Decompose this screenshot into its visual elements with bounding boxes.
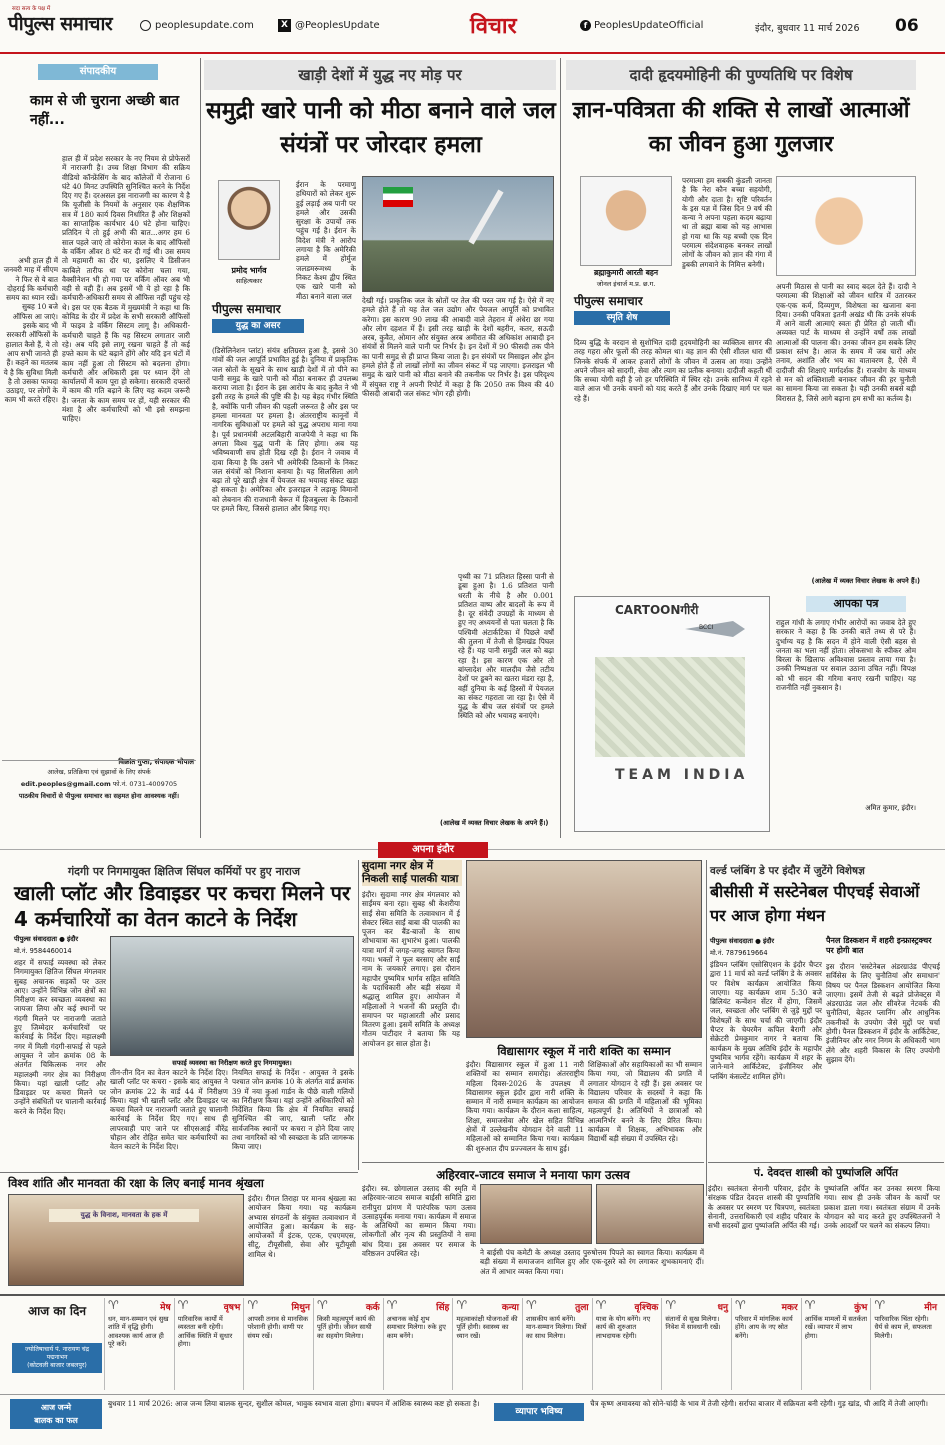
- rashifal-title: आज का दिन: [28, 1304, 86, 1318]
- plumbing-byline-name: पीपुल्स संवाददाता: [710, 937, 754, 945]
- rashi-singh: [383, 1298, 453, 1390]
- rashi-name: ♈ तुला: [526, 1300, 589, 1313]
- rashi-text: धन, मान-सम्मान एवं सुख शांति में वृद्धि होगी। आवश्यक कार्य आज ही पूरे करें।: [108, 1315, 169, 1349]
- fag-photo: [480, 1184, 592, 1244]
- rashi-mithun: [243, 1298, 313, 1390]
- cartoon-box: [574, 596, 770, 832]
- plumbing-kicker: वर्ल्ड प्लंबिंग डे पर इंदौर में जुटेंगे विशेषज्ञ: [710, 865, 865, 877]
- shanti-rule: [0, 1172, 358, 1173]
- rashi-kanya: [452, 1298, 522, 1390]
- shanti-headline: विश्व शांति और मानवता की रक्षा के लिए बनाई मानव श्रृंखला: [8, 1176, 264, 1190]
- plumbing-mobile: मो.नं. 7879619664: [710, 949, 768, 957]
- tribute-stamp-label: स्मृति शेष: [574, 311, 670, 325]
- brand-tagline: सदा सत्य के पक्ष में: [12, 6, 51, 12]
- rashi-text: यात्रा के योग बनेंगे। नए कार्य की शुरुआत लाभदायक रहेगी।: [595, 1315, 651, 1340]
- devdatt-rule: [708, 1162, 944, 1163]
- fag-col2: ने बाईसी पंच कमेटी के अध्यक्ष उस्ताद पुरुषोत्तम पिपले का स्वागत किया। कार्यक्रम में बड़ी संख्या में समाजजन शामिल हुए और एक-दूसरे को रंग लगाकर शुभकामनाएं दीं। अंत में आभार व्यक्त किया गया।: [480, 1248, 704, 1276]
- tribute-col3: अपनी मिठास से पानी का स्वाद बदल देते हैं। दादी ने परमात्मा की शिक्षाओं को जीवन धारित्र में उतारकर एक-एक कर्म, दिव्यगुण, विशेषता का खजाना बना दिया। उनकी पवित्रता इतनी अखंड थी कि उनके संपर्क में आने वाली आत्माएं स्वतः ही प्रेरित हो जाती थीं। अव्यक्त पार्ट के माध्यम से उन्होंने वर्षों तक लाखों आत्माओं की पालना की। उनका जीवन हम सबके लिए प्रकाश स्तंभ है। आज के समय में जब चारों ओर तनाव, अशांति और भय का वातावरण है, ऐसे में दादीजी की शिक्षाएं मार्गदर्शक हैं। राजयोग के माध्यम से मन को शक्तिशाली बनाकर जीवन की हर चुनौती का सामना किया जा सकता है। यही उनकी सबसे बड़ी विरासत है, जिसे आगे बढ़ाना हम सभी का कर्तव्य है।: [776, 282, 916, 403]
- twitter-handle: @PeoplesUpdate: [295, 20, 380, 31]
- facebook-icon: f: [580, 20, 591, 31]
- rashi-mesh: [104, 1298, 174, 1390]
- plumbing-byline-city: इंदौर: [762, 937, 775, 945]
- rashi-text: पारिवारिक कार्यों में व्यस्तता बनी रहेगी। आर्थिक स्थिति में सुधार होगा।: [177, 1315, 233, 1349]
- aaj-janme-box: [10, 1399, 102, 1429]
- plumbing-subhead: पैनल डिस्कशन में शहरी इन्फ्रास्ट्रक्चर पर होगी बात: [826, 936, 932, 955]
- garbage-photo-caption: सफाई व्यवस्था का निरीक्षण करते हुए निगमायुक्त।: [172, 1059, 292, 1067]
- cartoon-jet: [685, 621, 745, 637]
- editorial-body-side: अभी हाल ही में जनवरी माह में सीएम ने फिर से ये बात दोहराई कि कर्मचारी समय का ध्यान रखें। सुबह 10 बजे ऑफिस आ जाएं। इसके बाद भी सरकारी ऑफिसों के हालात कैसे हैं, ये तो आप सभी जानते ही हैं। कहने का मतलब ये है कि सुविधा मिली है तो उसका फायदा उठाइए, पर लोगों के काम भी करते रहिए।: [3, 256, 58, 405]
- lead-col1: ईरान के परमाणु हथियारों को लेकर शुरू हुई लड़ाई अब पानी पर हमले और उसकी सुरक्षा के उपायों तक पहुंच गई है। ईरान के विदेश मंत्री ने आरोप लगाया है कि अमेरिकी हमले में होर्मुज जलडमरूमध्य के निकट केश्म द्वीप स्थित एक खारे पानी को मीठा बनाने वाला जल: [296, 180, 356, 300]
- tribute-headline: ज्ञान-पवित्रता की शक्ति से लाखों आत्माओं का जीवन हुआ गुलजार: [572, 98, 910, 157]
- rashi-text: महत्वाकांक्षी योजनाओं की पूर्ति होगी। स्वास्थ्य का ध्यान रखें।: [456, 1315, 518, 1340]
- lead-author-role: साहित्यकार: [235, 277, 263, 285]
- rashi-text: संतानों से सुख मिलेगा। निवेश में सावधानी रखें।: [665, 1315, 721, 1332]
- balak-phal-label: बालक का फल: [34, 1416, 78, 1425]
- rashi-name: ♈ वृश्चिक: [596, 1300, 659, 1313]
- website-text: peoplesupdate.com: [155, 20, 254, 31]
- vyapar-text: चैत्र कृष्ण अमावस्या को सोने-चांदी के भाव में तेजी रहेगी। सर्राफा बाजार में सक्रियता बनी रहेगी। गुड़ खांड, घी आदि में तेजी आएगी।: [590, 1399, 928, 1408]
- garbage-photo: [110, 936, 354, 1056]
- fag-rule: [362, 1162, 704, 1163]
- tribute-kicker: दादी हृदयमोहिनी की पुण्यतिथि पर विशेष: [629, 66, 853, 84]
- editorial-footer-note: पाठकीय विचारों से पीपुल्स समाचार का सहमत होना आवश्यक नहीं।: [18, 792, 180, 800]
- rashi-dhanu: [661, 1298, 731, 1390]
- lead-col-mid: देखी गई। प्राकृतिक जल के स्रोतों पर तेल की परत जम गई है। ऐसे में नए हमले होते हैं तो यह तेल जल उद्योग और पेयजल आपूर्ति को प्रभावित करेगा। इस कारण 90 लाख की आबादी वाले तेहरान में अंधेरा छा गया और लोग दहशत में हैं। इसी तरह खाड़ी के देशों बहरीन, कतर, सऊदी अरब, कुवैत, ओमान और संयुक्त अरब अमीरात की अधिकांश आबादी इन संयंत्रों से मिलने वाले पानी पर निर्भर है। इन देशों में 90 फीसदी तक पीने का पानी समुद्र से ही प्राप्त किया जाता है। इन संयंत्रों पर मिसाइल और ड्रोन हमले होते हैं तो लाखों लोगों का जीवन संकट में पड़ जाएगा। इजराइल भी समुद्र के खारे पानी को मीठा बनाने की तकनीक पर निर्भर है। इस परिदृश्य में संयुक्त राष्ट्र ने अपनी रिपोर्ट में कहा है कि 2050 तक विश्व की 40 फीसदी आबादी जल संकट भोग रही होगी।: [362, 296, 554, 398]
- sudama-photo: [466, 860, 702, 1038]
- iran-flag: [383, 187, 413, 207]
- lead-divider: [560, 58, 561, 838]
- vidyasagar-col1: इंदौर। विद्यासागर स्कूल में हुआ 11 नारी शक्तियों का सम्मान समारोह। अंतरराष्ट्रीय महिला दिवस-2026 के उपलक्ष्य में विद्यासागर स्कूल इंदौर द्वारा नारी शक्ति के सम्मान में नारी सम्मान कार्यक्रम का आयोजन किया गया। कार्यक्रम के दौरान कला साहित्य, शिक्षा, समाजसेवा और खेल सहित विभिन्न क्षेत्रों में उल्लेखनीय योगदान देने वाली 11 महिलाओं को सम्मानित किया गया। कार्यक्रम की शुरुआत दीप प्रज्ज्वलन के साथ हुई।: [466, 1060, 584, 1153]
- rashi-name: ♈ धनु: [665, 1300, 728, 1313]
- lead-author-name: प्रमोद भार्गव: [231, 266, 267, 275]
- garbage-divider: [358, 860, 359, 1170]
- rashi-name: ♈ कुंभ: [805, 1300, 868, 1313]
- rashi-vrishabh: [174, 1298, 244, 1390]
- apna-indore-banner: अपना इंदौर: [378, 842, 488, 858]
- rashi-text: परिवार में मांगलिक कार्य होंगे। आय के नए स्रोत बनेंगे।: [734, 1315, 793, 1340]
- lead-col-right: पृथ्वी का 71 प्रतिशत हिस्सा पानी से डूबा हुआ है। 1.6 प्रतिशत पानी धरती के नीचे है और 0.001 प्रतिशत वाष्प और बादलों के रूप में है। दूर संवेदी उपग्रहों के माध्यम से हुए नए अध्ययनों से पता चलता है कि पश्चिमी अंटार्कटिका में पिछले वर्षों की तुलना में तेजी से हिमखंड पिघल रहे हैं। यह पानी समुद्री जल को बढ़ा रहा है। इस कारण एक ओर तो बांग्लादेश और मालदीव जैसे तटीय देशों पर डूबने का खतरा मंडरा रहा है, वहीं दुनिया के कई हिस्सों में पेयजल का संकट गहराता जा रहा है। ऐसे में युद्ध के बीच जल संयंत्रों पर हमले स्थिति को और भयावह बनाएंगे।: [458, 572, 554, 721]
- brand-logo: [8, 6, 133, 42]
- plumbing-col2: इस दौरान 'सस्टेनेबल अंडरग्राउंड पीएचई सर्विसेस के लिए चुनौतियां और समाधान' विषय पर पैनल डिस्कशन आयोजित किया जाएगा। इसमें तेजी से बढ़ते प्रोजेक्ट्स में अंडरग्राउंड जल और सीवरेज नेटवर्क की चुनौतियां, बेहतर प्लानिंग और आधुनिक तकनीकों के उपयोग जैसे मुद्दों पर चर्चा होगी। पैनल डिस्कशन में इंदौर के आर्किटेक्ट, इंजीनियर और नगर निगम के अधिकारी भाग लेंगे और शहरी विकास के लिए उपयोगी सुझाव देंगे।: [826, 962, 940, 1064]
- lead-stamp: [212, 300, 304, 340]
- vidyasagar-divider: [706, 860, 707, 1196]
- rashi-name: ♈ सिंह: [387, 1300, 450, 1313]
- rashi-meen: [870, 1298, 940, 1390]
- devdatt-col2: पुष्पांजलि अर्पित कर उनका स्मरण किया गया। साथ ही उनके जीवन के कार्यों पर प्रकाश डाला गया। स्वतंत्रता संग्राम में उनके योगदान को याद करते हुए उपस्थितजनों ने उनके आदर्शों पर चलने का संकल्प लिया।: [824, 1184, 940, 1231]
- masthead: [0, 0, 945, 52]
- dateline: इंदौर, बुधवार 11 मार्च 2026: [755, 23, 860, 34]
- aapka-patra-signature: अमित कुमार, इंदौर।: [865, 804, 916, 812]
- rashifal-grid: [104, 1298, 940, 1390]
- tribute-stamp-brand: पीपुल्स समाचार: [574, 294, 643, 308]
- facebook-link[interactable]: [580, 20, 703, 31]
- brand-name: पीपुल्स समाचार: [8, 13, 113, 35]
- tribute-col1: परमात्मा हम सबकी कुंडली जानता है कि नेरा कौन बच्चा सहयोगी, योगी और दाता है। सृष्टि परिवर्तन के इस यज्ञ में जिस दिन 9 वर्ष की कन्या ने अपना पहला कदम बढ़ाया था तो ब्रह्मा बाबा को यह आभास हो गया था कि यह बच्ची एक दिन परमात्म संदेशवाहक बनकर लाखों लोगों के जीवन को ज्ञान की गंगा में डुबकी लगवाने के निमित्त बनेगी।: [682, 176, 772, 269]
- rashi-text: किसी महत्वपूर्ण कार्य की पूर्ति होगी। जीवन साथी का सहयोग मिलेगा।: [316, 1315, 375, 1340]
- rashi-name: ♈ मीन: [874, 1300, 937, 1313]
- missile-photo: [362, 176, 554, 292]
- tribute-col2: दिव्य बुद्धि के वरदान से सुशोभित दादी हृदयमोहिनी का व्यक्तित्व सागर की तरह गहरा और फूलों की तरह कोमल था। वह ज्ञान की ऐसी शीतल धारा थीं जिनके संपर्क में आकर हजारों लोगों के जीवन में उत्सव आ गया। उन्होंने अपने जीवन को सादगी, सेवा और त्याग का प्रतीक बनाया। दादीजी कहती थीं कि सच्चा योगी वही है जो हर परिस्थिति में स्थिर रहे। उनके सानिध्य में रहने वाले आज भी उनके वचनों को याद करते हैं और उनके दिखाए मार्ग पर चल रहे हैं।: [574, 338, 772, 403]
- shanti-photo: [8, 1194, 244, 1286]
- rashi-text: अचानक कोई शुभ समाचार मिलेगा। रुके हुए काम बनेंगे।: [386, 1315, 446, 1340]
- editorial-block: [3, 58, 195, 848]
- editorial-footer: [2, 760, 196, 840]
- vidyasagar-col2: शिक्षिकाओं और सहायिकाओं का भी सम्मान किया गया, जो विद्यालय की प्रगति में लगातार योगदान दे रही हैं। इस अवसर पर विद्यालय परिवार के सदस्यों ने कहा कि समाज की प्रगति में महिलाओं की भूमिका महत्वपूर्ण है। अतिथियों ने छात्राओं को आत्मनिर्भर बनने के लिए प्रेरित किया। कार्यक्रम में शिक्षक, अभिभावक और विद्यार्थी बड़ी संख्या में उपस्थित रहे।: [588, 1060, 702, 1144]
- aapka-patra-title: आपका पत्र: [806, 596, 906, 612]
- rashi-text: पारिवारिक चिंता रहेगी। धैर्य से काम लें, सफलता मिलेगी।: [874, 1315, 932, 1340]
- editorial-divider: [200, 58, 201, 838]
- garbage-col2: तीन-तीन दिन का वेतन काटने के निर्देश दिए। खाली प्लॉट पर कचरा - इसके बाद आयुक्त ने जोन क्रमांक 22 के वार्ड 44 में निरीक्षण किया। यहां भी खाली प्लॉट और डिवाइडर पर कचरा मिलने पर नाराजगी जताते हुए चालानी कार्रवाई के निर्देश दिए गए। साथ ही लापरवाही पाए जाने पर सीएसआई वीरेंद्र चौहान और रोहित समेत चार कर्मचारियों का वेतन काटने के निर्देश दिए।: [110, 1068, 228, 1152]
- editorial-footer-line: आलेख, प्रतिक्रिया एवं सुझावों के लिए संपर्क: [47, 768, 151, 776]
- lead-kicker: खाड़ी देशों में युद्ध नए मोड़ पर: [298, 66, 462, 84]
- x-logo-icon: X: [278, 19, 291, 32]
- lead-footer-note: (आलेख में व्यक्त विचार लेखक के अपने हैं।): [440, 819, 549, 827]
- lead-kicker-band: [204, 60, 556, 90]
- garbage-headline: खाली प्लॉट और डिवाइडर पर कचरा मिलने पर 4 कर्मचारियों का वेतन काटने के निर्देश: [14, 881, 351, 931]
- tribute-portrait: [580, 176, 672, 266]
- editorial-signature: विक्रांत गुप्ता, संपादक भोपाल: [118, 758, 194, 766]
- aapka-patra-body: राहुल गांधी के लगाए गंभीर आरोपों का जवाब देते हुए सरकार ने कहा है कि उनकी बातें तथ्य से परे हैं। दुर्भाग्य यह है कि सदन में होने वाली ऐसी बहस से जनता का भला नहीं होता। लोकसभा के स्पीकर ओम बिरला के खिलाफ अविश्वास प्रस्ताव लाया गया है। उनकी निष्पक्षता पर सवाल उठाना उचित नहीं। विपक्ष को भी सदन की गरिमा बनाए रखनी चाहिए। यह राजनीति नहीं नुकसान है।: [776, 618, 916, 693]
- tribute-kicker-band: [566, 60, 916, 90]
- rashi-text: शासकीय कार्य बनेंगे। मान-सम्मान मिलेगा। मित्रों का साथ मिलेगा।: [525, 1315, 587, 1340]
- website-link[interactable]: [140, 20, 254, 31]
- rashi-text: आपसी तनाव से मानसिक परेशानी होगी। वाणी पर संयम रखें।: [247, 1315, 309, 1340]
- page-number: 06: [895, 16, 919, 36]
- vyapar-label: व्यापार भविष्य: [494, 1403, 584, 1421]
- stamp-label: युद्ध का असर: [212, 319, 304, 333]
- plumbing-headline: बीसीसी में सस्टेनेबल पीएचई सेवाओं पर आज होगा मंथन: [710, 882, 920, 925]
- rashi-name: ♈ वृषभ: [178, 1300, 241, 1313]
- rashifal-pandit-name: ज्योतिषाचार्य पं. नारायण चंद्र पद्मनाभन: [25, 1346, 89, 1361]
- shanti-body: इंदौर। रीगल तिराहा पर मानव श्रृंखला का आयोजन किया गया। यह कार्यक्रम अभ्यास संगठनों के संयुक्त तत्वावधान में आयोजित हुआ। कार्यक्रम के सह-आयोजकों में इंटक, एटक, एचएमएस, सीटू, टीयूसीसी, सेवा और यूटीयूसी शामिल थे।: [248, 1194, 356, 1259]
- fag-photo-2: [596, 1184, 704, 1244]
- rashi-name: ♈ कन्या: [456, 1300, 519, 1313]
- garbage-byline-city: इंदौर: [66, 935, 79, 943]
- dadi-portrait: [776, 176, 916, 276]
- tribute-stamp: [574, 292, 670, 332]
- facebook-handle: PeoplesUpdateOfficial: [594, 20, 704, 31]
- rashi-name: ♈ मेष: [108, 1300, 171, 1313]
- missile-trail: [468, 190, 503, 245]
- editorial-body-main: हाल ही में प्रदेश सरकार के नए नियम से प्रोफेसरों में नाराजगी है। उच्च शिक्षा विभाग की सक्रिय वीडियो कॉन्फ्रेंसिंग के बाद कॉलेजों में रोजाना 6 घंटे 40 मिनट उपस्थिति सुनिश्चित करने के निर्देश दिए गए हैं। दरअसल इस नाराजगी का कारण ये है कि यूजीसी के नियमों के अनुसार एक शैक्षणिक सत्र में 180 कार्य दिवस निर्धारित हैं और शिक्षकों का साप्ताहिक कार्यभार 40 घंटे होना चाहिए। प्रतिदिन ये तो हुई अभी की बात...अगर हम 6 साल पहले जाएं तो कोरोना काल के बाद ऑफिसों के वर्किंग ऑवर 8 घंटे कर दी गई थी। उस समय तो महामारी का दौर था, इसलिए ये डिसीजन काबिले तारीफ था पर कोरोना चला गया, वैक्सीनेशन भी हो गया पर वर्किंग ऑवर अब भी वही से वही हैं। अब इसमें भी ये हो रहा है कि कर्मचारी-अधिकारी समय से ऑफिस नहीं पहुंच रहे थे। इस पर एक बैठक में मुख्यमंत्री ने कहा था कि कोविड के दौर में प्रदेश के सभी सरकारी ऑफिसों में फाइव डे वर्किंग सिस्टम लागू है। अधिकारी-कर्मचारी चाहते हैं कि यह सिस्टम लगातार जारी रहे। अब यदि इसे लागू रखना चाहते हैं तो कई हफ्ते काम के घंटे बढ़ाने होंगे और यदि इन घंटों में काम नहीं हुआ तो सिस्टम को बदलना होगा। कर्मचारी और अधिकारी इस पर ध्यान देंगे तो कार्यालयों में काम पूरा हो सकेगा। सरकारी दफ्तरों में काम की गति बढ़ाने के लिए यह कदम जरूरी है। जनता के काम समय पर हों, यही सरकार की मंशा है और कर्मचारियों को भी इसे समझना चाहिए।: [62, 154, 190, 424]
- editorial-tag: संपादकीय: [38, 64, 158, 80]
- rashi-vrishchik: [592, 1298, 662, 1390]
- aaj-janme-label: आज जन्मे: [40, 1403, 72, 1412]
- stamp-brand: पीपुल्स समाचार: [212, 302, 281, 316]
- devdatt-col1: इंदौर। स्वतंत्रता सेनानी परिवार, इंदौर के संरक्षक पंडित देवदत्त शास्त्री की पुण्यतिथि के अवसर पर स्मरण पर चित्रपण, स्वतंत्रता सेनानी, उत्तराधिकारी एवं शहीद परिवार के सभी सदस्यों द्वारा पुष्पांजलि अर्पित की गई।: [708, 1184, 820, 1231]
- rashi-tula: [522, 1298, 592, 1390]
- cartoon-jet-label: BCCI: [699, 624, 714, 631]
- shanti-banner-text: युद्ध के विनाश, मानवता के हक में: [49, 1209, 199, 1222]
- birth-text: बुधवार 11 मार्च 2026: आज जन्म लिया बालक सुन्दर, सुशील कोमल, भावुक स्वभाव वाला होगा। बचपन में आंशिक स्वास्थ्य कष्ट हो सकता है।: [108, 1399, 480, 1408]
- rashi-name: ♈ कर्क: [317, 1300, 380, 1313]
- garbage-kicker: गंदगी पर निगमायुक्त क्षितिज सिंघल कर्मियों पर हुए नाराज: [67, 865, 301, 878]
- garbage-byline-name: पीपुल्स संवाददाता: [14, 935, 58, 943]
- editorial-headline: काम से जी चुराना अच्छी बात नहीं...: [30, 93, 180, 128]
- garbage-col1: शहर में सफाई व्यवस्था को लेकर निगमायुक्त क्षितिज सिंघल मंगलवार सुबह अचानक सड़कों पर उतर आए। उन्होंने विभिन्न जोन क्षेत्रों का निरीक्षण कर स्वच्छता व्यवस्था का जायजा लिया और कई स्थानों पर गंदगी मिलने पर नाराजगी जताते हुए जिम्मेदार कर्मचारियों पर कार्रवाई के निर्देश दिए। महालक्ष्मी नगर में मिली गंदगी-सफाई से पहले आयुक्त ने जोन क्रमांक 08 के अंतर्गत चिकित्सक नगर और महालक्ष्मी नगर क्षेत्र का निरीक्षण किया। यहां खाली प्लॉट और डिवाइडर पर कचरा मिलने पर उन्होंने संबंधितों पर चालानी कार्रवाई करने के निर्देश दिए।: [14, 958, 106, 1116]
- fag-headline: अहिरवार-जाटव समाज ने मनाया फाग उत्सव: [436, 1168, 630, 1182]
- editorial-email[interactable]: edit.peoples@gmail.com: [20, 780, 111, 788]
- rashifal-pandit-place: (कोटवली बाजार जबलपुर): [27, 1362, 87, 1369]
- devdatt-headline: पं. देवदत्त शास्त्री को पुष्पांजलि अर्पित: [753, 1167, 899, 1179]
- rashifal-header: [12, 1298, 102, 1390]
- section-title: विचार: [470, 14, 517, 39]
- tribute-author-role: जोनल इंचार्ज म.प्र. छ.ग.: [596, 280, 656, 288]
- vidyasagar-headline: विद्यासागर स्कूल में नारी शक्ति का सम्मान: [497, 1044, 671, 1058]
- rashifal-rule: [0, 1294, 945, 1296]
- garbage-byline: पीपुल्स संवाददाता ● इंदौर मो.नं. 9584460014: [14, 934, 154, 955]
- rashi-kumbh: [801, 1298, 871, 1390]
- cartoon-building-label: TEAM INDIA: [615, 767, 749, 783]
- plumbing-byline: पीपुल्स संवाददाता ● इंदौर मो.नं. 7879619664: [710, 936, 820, 957]
- lead-col-left: (डिसेलिनेशन प्लांट) संयंत्र क्षतिग्रस्त हुआ है, इससे 30 गांवों की जल आपूर्ति प्रभावित हुई है। दुनिया में प्राकृतिक जल स्रोतों के सूखने के साथ खाड़ी देशों में तो पीने का पानी समुद्र के खारे पानी को मीठा बनाकर ही उपलब्ध कराया जाता है। ईरान के इस आरोप के बाद कुवैत ने भी इसी तरह के हमले की पुष्टि की है। यह बेहद गंभीर स्थिति है, क्योंकि पानी जीवन की पहली जरूरत है और इस पर हमला मानवता पर हमला है। अंतरराष्ट्रीय कानूनों में नागरिक सुविधाओं पर हमले को युद्ध अपराध माना गया है। पूर्व प्रधानमंत्री अटलबिहारी वाजपेयी ने कहा था कि अगला विश्व युद्ध पानी के लिए होगा। अब यह भविष्यवाणी सच होती दिख रही है। ईरान ने जवाब में दावा किया है कि उसने भी अमेरिकी ठिकानों के निकट जल संयंत्रों को निशाना बनाया है। यह सिलसिला आगे बढ़ा तो पूरे खाड़ी क्षेत्र में पेयजल का भयावह संकट खड़ा हो सकता है। अमेरिका और इजराइल ने लड़ाकू विमानों को लेबनान की राजधानी बेरूत में हिजबुल्ला के ठिकानों पर हमले किए, जिससे हालात और बिगड़ गए।: [212, 346, 358, 514]
- rashifal-footer: [0, 1394, 945, 1434]
- rashifal-pandit-box: [12, 1343, 102, 1373]
- rashi-kark: [313, 1298, 383, 1390]
- rashi-name: ♈ मिथुन: [247, 1300, 310, 1313]
- masthead-rule: [0, 52, 945, 54]
- fag-col1: इंदौर। स्व. छोगालाल उस्ताद की स्मृति में अहिरवार-जाटव समाज बाईसी समिति द्वारा रानीपुरा प्रांगण में पारंपरिक फाग उत्सव उत्साहपूर्वक मनाया गया। कार्यक्रम में समाज के अतिथियों का सम्मान किया गया। लोकगीतों और नृत्य की प्रस्तुतियों ने समा बांध दिया। इस अवसर पर समाज के वरिष्ठजन उपस्थित रहे।: [362, 1184, 476, 1259]
- aapka-patra-box: [776, 596, 916, 832]
- rashi-makar: [731, 1298, 801, 1390]
- cartoon-title: CARTOONगीरी: [615, 603, 699, 617]
- garbage-mobile: मो.नं. 9584460014: [14, 947, 72, 955]
- garbage-col3: नियमित सफाई के निर्देश - आयुक्त ने इसके पश्चात जोन क्रमांक 10 के अंतर्गत वार्ड क्रमांक 39 में नया कुआं गार्डन के पीछे वाली गलियों का निरीक्षण किया। यहां उन्होंने अधिकारियों को निर्देशित किया कि क्षेत्र में नियमित सफाई सुनिश्चित की जाए, खाली प्लॉट और सार्वजनिक स्थानों पर कचरा न होने दिया जाए तथा नागरिकों को भी स्वच्छता के प्रति जागरूक किया जाए।: [232, 1068, 354, 1152]
- lead-headline: समुद्री खारे पानी को मीठा बनाने वाले जल संयंत्रों पर जोरदार हमला: [206, 98, 556, 158]
- plumbing-col1: इंडियन प्लंबिंग एसोसिएशन के इंदौर चैप्टर द्वारा 11 मार्च को वर्ल्ड प्लंबिंग डे के अवसर पर विशेष कार्यक्रम आयोजित किया जाएगा। यह कार्यक्रम शाम 5:30 बजे ब्रिलियंट कन्वेंशन सेंटर में होगा, जिसमें जल, स्वच्छता और प्लंबिंग से जुड़े मुद्दों पर विशेषज्ञों के साथ चर्चा की जाएगी। इंदौर चैप्टर के चेयरमैन कपिल बैरागी और सेक्रेटरी प्रेमकुमार नागर ने बताया कि कार्यक्रम के मुख्य अतिथि इंदौर के महापौर पुष्यमित्र भार्गव रहेंगे। कार्यक्रम में शहर के जाने-माने आर्किटेक्ट, इंजीनियर और प्लंबिंग कंसल्टेंट शामिल होंगे।: [710, 960, 822, 1081]
- sudama-body: इंदौर। सुदामा नगर क्षेत्र मंगलवार को साईंमय बना रहा। सुबह श्री केशरीया साईं सेवा समिति के तत्वावधान में ई सेक्टर स्थित साईं बाबा की पालकी का पूजन कर बैंड-बाजों के साथ शोभायात्रा का शुभारंभ हुआ। पालकी यात्रा मार्ग में जगह-जगह स्वागत किया गया। भक्तों ने फूल बरसाए और साईं नाम के जयकारे लगाए। इस दौरान महापौर पुष्यमित्र भार्गव सहित समिति के पदाधिकारी और बड़ी संख्या में श्रद्धालु शामिल हुए। आयोजन में महिलाओं ने भजनों की प्रस्तुति दी। समापन पर महाआरती और प्रसाद वितरण हुआ। इसमें समिति के अध्यक्ष गौतम पाटीदार ने बताया कि यह आयोजन हर साल होता है।: [362, 890, 460, 1048]
- rashi-name: ♈ मकर: [735, 1300, 798, 1313]
- cartoon-debris: [595, 657, 745, 757]
- tribute-author-name: ब्रह्माकुमारी आरती बहन: [593, 268, 659, 277]
- sudama-headline: सुदामा नगर क्षेत्र में निकली साईं पालकी यात्रा: [362, 860, 462, 886]
- tribute-footer-note: (आलेख में व्यक्त विचार लेखक के अपने हैं।): [811, 577, 920, 585]
- editorial-phone: फो.नं. 0731-4009705: [112, 780, 178, 788]
- rashi-text: आर्थिक मामलों में सतर्कता रखें। व्यापार में लाभ होगा।: [804, 1315, 868, 1340]
- twitter-link[interactable]: [278, 19, 380, 32]
- author-portrait: [218, 180, 280, 260]
- globe-icon: [140, 20, 151, 31]
